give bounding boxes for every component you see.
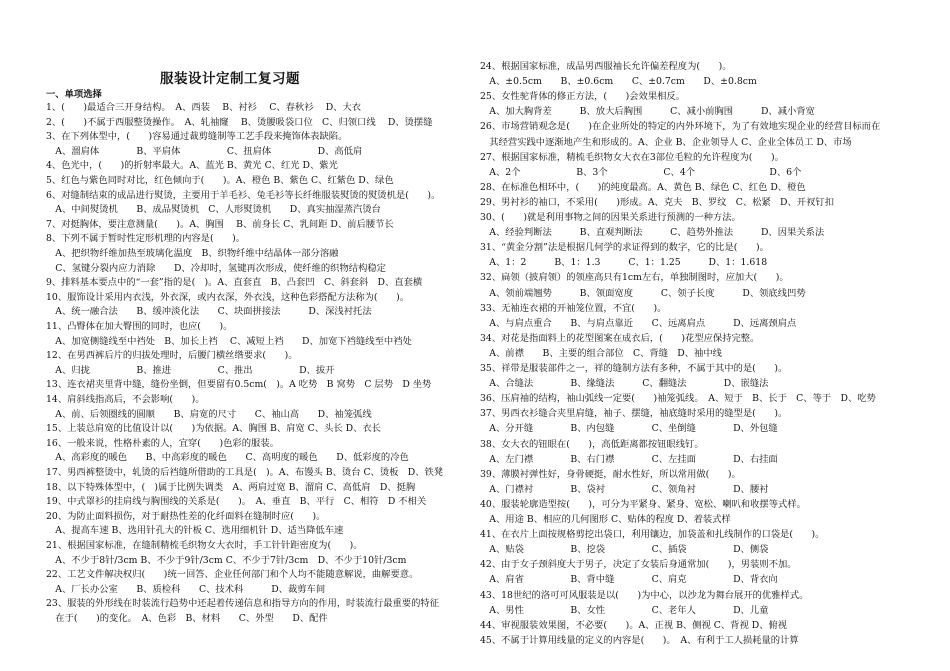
question-line: A、高彩度的暖色 B、中高彩度的暖色 C、高明度的暖色 D、低彩度的冷色 — [46, 452, 409, 464]
question-line: 17、男西裤整烫中，轧烫的后裆缝所借助的工具是( )。A、布馒头 B、烫台 C、烫板 D、铁凳 — [46, 467, 444, 478]
question-line: 15、上装总肩宽的比值设计以( )为依据。A、胸围 B、肩宽 C、头长 D、衣长 — [46, 423, 381, 435]
question-line: 27、根据国家标准，精梳毛织物女大衣在3部位毛粒的允许程度为( )。 — [480, 151, 784, 163]
question-line: A、肩省 B、背中缝 C、肩克 D、背衣向 — [480, 574, 778, 586]
question-line: A、2个 B、3个 C、4个 D、6个 — [480, 166, 802, 178]
question-line: A、中间熨烫机 B、成品熨烫机 C、人形熨烫机 D、真实抽湿蒸汽烫台 — [46, 204, 381, 216]
question-line: 2、( )不属于西服整烫操作。 A、轧袖窿 B、烫腰吸袋口位 C、归领口线 D、烫摆缝 — [46, 116, 433, 128]
question-line: A、加宽侧缝线至中裆处 B、加长上裆 C、减短上裆 D、加宽下裆缝线至中裆处 — [46, 335, 412, 347]
question-line: 11、凸臀体在加大臀围的同时，也应( )。 — [46, 321, 233, 332]
question-line: 8、下列不属于暂时性定形机理的内容是( )。 — [46, 233, 246, 245]
question-line: 41、在衣片上面按规格剪挖出袋口，利用镶边，加袋盖和扎线制作的口袋是( )。 — [480, 529, 825, 541]
question-line: 12、在男西裤后片的归拔处理时，后腰门横丝绺要求( )。 — [46, 350, 298, 362]
question-line: 30、( )就是利用事物之间的因果关系进行预测的一种方法。 — [480, 212, 741, 223]
question-line: 39、薄膜衬弹性好，身骨硬挺，耐水性好，所以常用做( )。 — [480, 468, 741, 480]
question-line: 14、肩斜线指高后，不会影响( )。 — [46, 394, 205, 405]
question-line: 5、红色与紫色同时对比，红色倾向于( )。A、橙色 B、紫色 C、红紫色 D、绿色 — [46, 175, 394, 186]
question-line: 18、以下特殊体型中，( )属于比例失调类 A、两肩过宽 B、溜肩 C、高低肩 D、挺胸 — [46, 481, 416, 493]
question-line: 10、服饰设计采用内衣浅，外衣深，或内衣深，外衣浅，这种色彩搭配方法称为( )。 — [46, 291, 410, 303]
question-line: C、氢键分裂内应力消除 D、冷却时，氢键再次形成，使纤维的织物结构稳定 — [46, 262, 386, 274]
question-line: A、统一融合法 B、缓冲淡化法 C、块面拼接法 D、深浅衬托法 — [46, 306, 372, 318]
question-line: 7、对挺胸体，要注意测量( )。A、胸围 B、前身长 C、乳间距 D、前后腰节长 — [46, 218, 394, 230]
question-line: A、男性 B、女性 C、老年人 D、儿童 — [480, 604, 769, 616]
question-line: 4、色光中，( )的折射率最大。A、蓝光 B、黄光 C、红光 D、紫光 — [46, 160, 338, 172]
question-line: A、加大胸背差 B、放大后胸围 C、减小前胸围 D、减小背宽 — [480, 106, 815, 118]
question-line: 其经营实践中逐渐地产生和形成的。A、企业 B、企业领导人 C、企业全体员工 D、市场 — [480, 136, 852, 148]
section-heading: 一、单项选择 — [46, 89, 102, 100]
question-line: 34、对花是指面料上的花型图案在成衣后，( )花型应保持完整。 — [480, 332, 760, 344]
question-line: A、贴袋 B、挖袋 C、插袋 D、侧袋 — [480, 544, 769, 556]
question-line: A、用途 B、相应的几何图形 C、贴体的程度 D、着装式样 — [480, 514, 731, 525]
question-line: 21、根据国家标准，在缝制精梳毛织物女大衣时，手工针针距密度为( )。 — [46, 540, 363, 551]
question-line: 36、压肩袖的结构，袖山弧线一定要( )袖笼弧线。 A、短于 B、长于 C、等于 D、吃势 — [480, 393, 876, 405]
question-line: 29、男衬衫的袖口，不采用( )形成。A、克夫 B、罗纹 C、松紧 D、开衩钉扣 — [480, 196, 834, 208]
question-line: 1、( )最适合三开身结构。 A、西装 B、衬衫 C、春秋衫 D、大衣 — [46, 102, 362, 113]
question-line: 25、女性驼背体的修正方法，( )会效果相反。 — [480, 91, 686, 103]
question-line: A、前襟 B、主要的组合部位 C、背缝 D、袖中线 — [480, 347, 722, 359]
question-line: 26、市场营销观念是( )在企业所处的特定的内外环境下，为了有效地实现企业的经营目标而在 — [480, 121, 881, 133]
question-line: 13、连衣裙夹里背中缝，缝份坐倒，但要留有0.5cm( )。A 吃势 B 窝势 C 层势 D 坐势 — [46, 379, 432, 391]
question-line: A、经验判断法 B、直观判断法 C、趋势外推法 D、因果关系法 — [480, 227, 825, 239]
question-line: 28、在标准色相环中，( )的纯度最高。A、黄色 B、绿色 C、红色 D、橙色 — [480, 181, 806, 193]
question-line: 9、排料基本要点中的“一套”指的是( )。A、直套直 B、凸套凹 C、斜套斜 D、直套横 — [46, 277, 423, 289]
question-line: A、与肩点重合 B、与肩点靠近 C、远离肩点 D、远离颈肩点 — [480, 317, 797, 329]
question-line: A、前、后领圈线的圆顺 B、肩宽的尺寸 C、袖山高 D、袖笼弧线 — [46, 408, 372, 420]
question-line: A、不少于8针/3cm B、不少于9针/3cm C、不少于7针/3cm D、不少于10针/3cm — [46, 554, 407, 566]
question-line: A、门襟衬 B、袋衬 C、领角衬 D、腰衬 — [480, 483, 769, 495]
question-line: 3、在下列体型中，( )容易通过裁剪缝制等工艺手段来掩饰体表缺陷。 — [46, 131, 348, 143]
question-line: 22、工艺文件解决权归( )统一回答、企业任何部门和个人均不能随意解说，曲解要意。 — [46, 569, 419, 581]
question-line: A、归拢 B、推进 C、推出 D、拔开 — [46, 364, 335, 376]
question-line: 35、祥带是服装部件之一，祥的缝制方法有多种，不属于其中的是( )。 — [480, 363, 788, 374]
question-line: A、把织物纤维加热至玻璃化温度 B、织物纤维中结晶体一部分溶融 — [46, 248, 339, 259]
question-line: 33、无袖连衣裙的开袖笼位置，不宜( )。 — [480, 302, 667, 314]
question-line: 16、一般来说，性格朴素的人，宜穿( )色彩的服装。 — [46, 437, 279, 449]
question-line: A、厂长办公室 B、质检科 C、技术科 D、裁剪车间 — [46, 583, 326, 595]
question-line: A、溜肩体 B、平肩体 C、扭肩体 D、高低肩 — [46, 145, 363, 157]
question-line: 24、根据国家标准，成品男西服袖长允许偏差程度为( )。 — [480, 61, 732, 72]
question-line: A、领前端翘势 B、领面宽度 C、领子长度 D、领底线凹势 — [480, 287, 806, 299]
page-title: 服装设计定制工复习题 — [160, 71, 300, 87]
question-line: A、±0.5cm B、±0.6cm C、±0.7cm D、±0.8cm — [480, 76, 757, 88]
question-line: 19、中式罩衫的挂肩线与胸围线的关系是( )。 A、垂直 B、平行 C、相符 D 不相关 — [46, 496, 427, 508]
question-line: 44、审视服装效果图，不必要( )。A、正视 B、侧视 C、背视 D、俯视 — [480, 619, 788, 631]
question-line: 23、服装的外形线在时装流行趋势中还起着传递信息和指导方向的作用，时装流行最重要的特征 — [46, 598, 440, 610]
question-line: A、提高车速 B、选用针孔大的针板 C、选用细机针 D、适当降低车速 — [46, 525, 344, 537]
question-line: 在于( )的变化。 A、色彩 B、材料 C、外型 D、配件 — [46, 613, 328, 624]
question-line: A、合缝法 B、缘缝法 C、翻缝法 D、嵌缝法 — [480, 378, 769, 390]
question-line: A、1：2 B、1：1.3 C、1：1.25 D、1：1.618 — [480, 257, 768, 269]
question-line: 45、不属于计算用线量的定义的内容是( )。 A、有利于工人损耗量的计算 — [480, 634, 799, 646]
question-line: 42、由于女子颈斜度大于男子，决定了女装后身通常加( )，男装则不加。 — [480, 559, 797, 571]
question-line: A、左门襟 B、右门襟 C、左挂面 D、右挂面 — [480, 453, 778, 465]
question-line: 38、女大衣的钮眼在( )，高低距离都按钮眼线钉。 — [480, 438, 704, 450]
question-line: 40、服装轮廓造型按( )，可分为平紧身、紧身、宽松、喇叭和收摆等式样。 — [480, 498, 806, 510]
question-line: 6、对缝制结束的成品进行熨烫，主要用于羊毛衫、兔毛衫等长纤维服装熨烫的熨烫机是( )。 — [46, 189, 441, 201]
question-line: 31、“黄金分割”法是根据几何学的求证得到的数字，它的比是( )。 — [480, 242, 769, 254]
question-line: 32、扁领（披肩领）的领座高只有1cm左右，单独制图时，应加大( )。 — [480, 272, 789, 284]
question-line: 20、为防止面料损伤，对于耐热性差的化纤面料在缝制时应( )。 — [46, 510, 326, 522]
question-line: 43、18世纪的洛可可风服装是以( )为中心，以沙龙为舞台展开的优雅样式。 — [480, 589, 809, 601]
question-line: 37、男西衣衫缝合夹里肩缝，袖子、摆缝，袖底缝时采用的缝型是( )。 — [480, 408, 788, 420]
question-line: A、分开缝 B、内包缝 C、坐倒缝 D、外包缝 — [480, 423, 778, 435]
